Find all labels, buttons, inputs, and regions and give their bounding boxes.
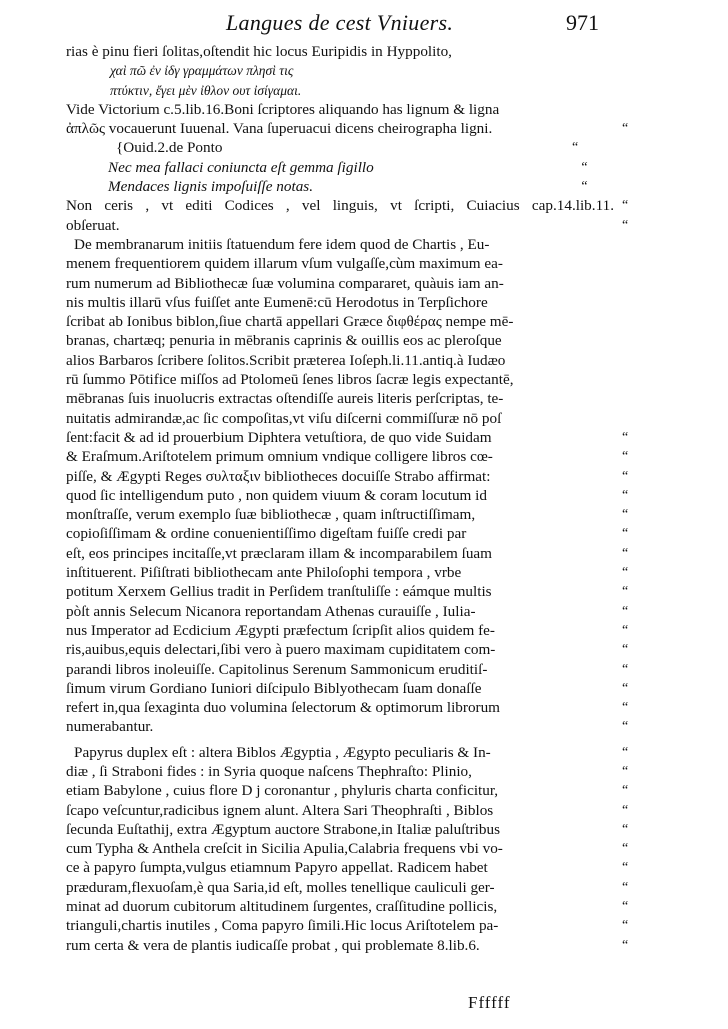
quote-mark: “ <box>580 159 587 175</box>
quote-mark: “ <box>622 783 628 799</box>
page-number: 971 <box>566 10 599 35</box>
greek-verse-line: χαὶ πῶ ἐν ἰδγ γραμμάτων πλησὶ τις <box>110 63 294 79</box>
text-line: ſent:facit & ad id prouerbium Diphtera vetuſtiora, de quo vide Suidam “ <box>66 428 628 446</box>
quote-mark: “ <box>622 744 628 760</box>
text-line: rum certa & vera de plantis iudicaſſe probat , qui problemate 8.lib.6. “ <box>66 936 628 954</box>
quote-mark: “ <box>622 468 628 484</box>
quote-mark: “ <box>622 879 628 895</box>
quote-mark: “ <box>622 198 628 214</box>
text-line: ſecunda Euſtathij, extra Ægyptum auctore Strabone,in Italiæ paluſtribus “ <box>66 820 628 838</box>
text-line: cum Typha & Anthela creſcit in Sicilia Apulia,Calabria frequens vbi vo- “ <box>66 840 628 858</box>
text-line: monſtraſſe, verum exemplo ſuæ bibliothecæ , quam inſtructiſſimam, “ <box>66 506 628 524</box>
quote-mark: “ <box>572 140 578 156</box>
quote-mark: “ <box>622 821 628 837</box>
text-line: trianguli,chartis inutiles , Coma papyro ſimili.Hic locus Ariſtotelem pa- “ <box>66 917 628 935</box>
text-line: Vide Victorium c.5.lib.16.Boni ſcriptores aliquando has lignum & ligna <box>66 100 500 118</box>
quote-mark: “ <box>622 700 628 716</box>
quote-mark: “ <box>622 487 628 503</box>
quote-mark: “ <box>622 680 628 696</box>
text-line: ce à papyro ſumpta,vulgus etiamnum Papyro appellat. Radicem habet “ <box>66 859 628 877</box>
quote-mark: “ <box>622 661 628 677</box>
text-line: præduram,flexuoſam,è qua Saria,id eſt, molles tenellique cauliculi ger- “ <box>66 878 628 896</box>
text-line: ἀπλῶς vocauerunt Iuuenal. Vana ſuperuacui dicens cheirographa ligni. “ <box>66 120 628 138</box>
text-line: rum numerum ad Bibliothecæ ſuæ volumina compararet, quàuis iam an- <box>66 274 504 292</box>
catchword: Ffffff <box>468 993 511 1012</box>
quote-mark: “ <box>622 918 628 934</box>
quote-mark: “ <box>622 719 628 735</box>
text-line: ris,auibus,equis delectari,ſibi vero à puero maximam cupiditatem com- “ <box>66 641 628 659</box>
body-text <box>66 42 628 955</box>
text-line: potitum Xerxem Gellius tradit in Perſidem tranſtuliſſe : eámque multis “ <box>66 583 628 601</box>
quote-mark: “ <box>622 429 628 445</box>
quote-mark: “ <box>622 217 628 233</box>
quote-mark: “ <box>622 507 628 523</box>
greek-verse-line: πτύκτιν, ἔγει μὲν ἰθλον ουτ ἰσίγαμαι. <box>110 82 302 98</box>
quote-mark: “ <box>622 937 628 953</box>
quote-mark: “ <box>622 565 628 581</box>
text-line: inſtituerent. Piſiſtrati bibliothecam ante Philoſophi tempora , vrbe “ <box>66 564 628 582</box>
text-line: etiam Babylone , cuius flore D j coronantur , phyluris charta conficitur, “ <box>66 782 628 800</box>
quote-mark: “ <box>622 584 628 600</box>
source-citation: {Ouid.2.de Ponto “ <box>116 139 578 157</box>
text-line: ſcribat ab Ionibus biblon,ſiue chartā appellari Græce διφθέρας nempe mē- <box>66 313 514 331</box>
text-line: mēbranas ſuis inuolucris extractas oſtendiſſe aureis literis perſcriptas, te- <box>66 390 504 408</box>
text-line: nuitatis admirandæ,ac ſic compoſitas,vt viſu diſcerni commiſſuræ nō poſ <box>66 409 502 427</box>
text-line: obſeruat. “ <box>66 216 628 234</box>
text-line: copioſiſſimam & ordine conuenientiſſimo digeſtam fuiſſe credi par “ <box>66 525 628 543</box>
text-line: branas, chartæq; penuria in mēbranis caprinis & ouillis eos ac pleroſque <box>66 332 502 350</box>
quote-mark: “ <box>622 841 628 857</box>
paragraph-first-line: Papyrus duplex eſt : altera Biblos Ægyptia , Ægypto peculiaris & In- “ <box>74 743 628 761</box>
latin-verse-line: Mendaces lignis impoſuiſſe notas. “ <box>108 178 587 196</box>
quote-mark: “ <box>622 763 628 779</box>
text-line: nis multis illarū vſus fuiſſet ante Eumenē:cū Herodotus in Terpſichore <box>66 293 488 311</box>
text-line: rias è pinu fieri ſolitas,oſtendit hic locus Euripidis in Hyppolito, <box>66 43 452 60</box>
text-line: alios Barbaros ſcribere ſolitos.Scribit præterea Ioſeph.li.11.antiq.à Iudæo <box>66 351 506 369</box>
quote-mark: “ <box>622 642 628 658</box>
text-line: nus Imperator ad Ecdicium Ægypti præfectum ſcripſit alios quidem fe- “ <box>66 621 628 639</box>
text-line: quod ſic intelligendum puto , non quidem viuum & coram locutum id “ <box>66 486 628 504</box>
paragraph-first-line: De membranarum initiis ſtatuendum fere idem quod de Chartis , Eu- <box>74 235 490 253</box>
running-title: Langues de cest Vniuers. <box>226 10 454 35</box>
text-line: ſimum virum Gordiano Iuniori diſcipulo Biblyothecam ſuam donaſſe “ <box>66 679 628 697</box>
text-line: Non ceris , vt editi Codices , vel linguis, vt ſcripti, Cuiacius cap.14.lib.11. “ <box>66 197 628 215</box>
text-line: ſcapo veſcuntur,radicibus ignem alunt. Altera Sari Theophraſti , Biblos “ <box>66 801 628 819</box>
quote-mark: “ <box>622 622 628 638</box>
quote-mark: “ <box>622 860 628 876</box>
text-line: piſſe, & Ægypti Reges συλταξιν bibliotheces docuiſſe Strabo affirmat: “ <box>66 467 628 485</box>
quote-mark: “ <box>622 603 628 619</box>
text-line: rū ſummo Pōtifice miſſos ad Ptolomeū ſenes libros ſacræ legis expectantē, <box>66 371 514 389</box>
quote-mark: “ <box>622 802 628 818</box>
quote-mark: “ <box>622 899 628 915</box>
text-line: & Eraſmum.Ariſtotelem primum omnium vndique colligere libros cœ- “ <box>66 448 628 466</box>
text-line: eſt, eos principes incitaſſe,vt præclaram illam & incomparabilem ſuam “ <box>66 544 628 562</box>
quote-mark: “ <box>622 545 628 561</box>
text-line: numerabantur. “ <box>66 718 628 736</box>
text-line: menem frequentiorem quidem illarum vſum vulgaſſe,cùm maximum ea- <box>66 255 503 273</box>
page-header <box>0 10 728 40</box>
quote-mark: “ <box>622 449 628 465</box>
text-line: parandi libros inoleuiſſe. Capitolinus Serenum Sammonicum eruditiſ- “ <box>66 660 628 678</box>
quote-mark: “ <box>580 179 587 195</box>
text-line: minat ad duorum cubitorum altitudinem ſurgentes, craſſitudine pollicis, “ <box>66 898 628 916</box>
text-line: diæ , ſi Straboni fides : in Syria quoque naſcens Thephraſto: Plinio, “ <box>66 762 628 780</box>
latin-verse-line: Nec mea fallaci coniuncta eſt gemma ſigillo “ <box>108 158 587 176</box>
text-line: refert in,qua ſexaginta duo volumina ſelectorum & optimorum librorum “ <box>66 699 628 717</box>
quote-mark: “ <box>622 121 628 137</box>
text-line: pòſt annis Selecum Nicanora reportandam Athenas curauiſſe , Iulia- “ <box>66 602 628 620</box>
quote-mark: “ <box>622 526 628 542</box>
